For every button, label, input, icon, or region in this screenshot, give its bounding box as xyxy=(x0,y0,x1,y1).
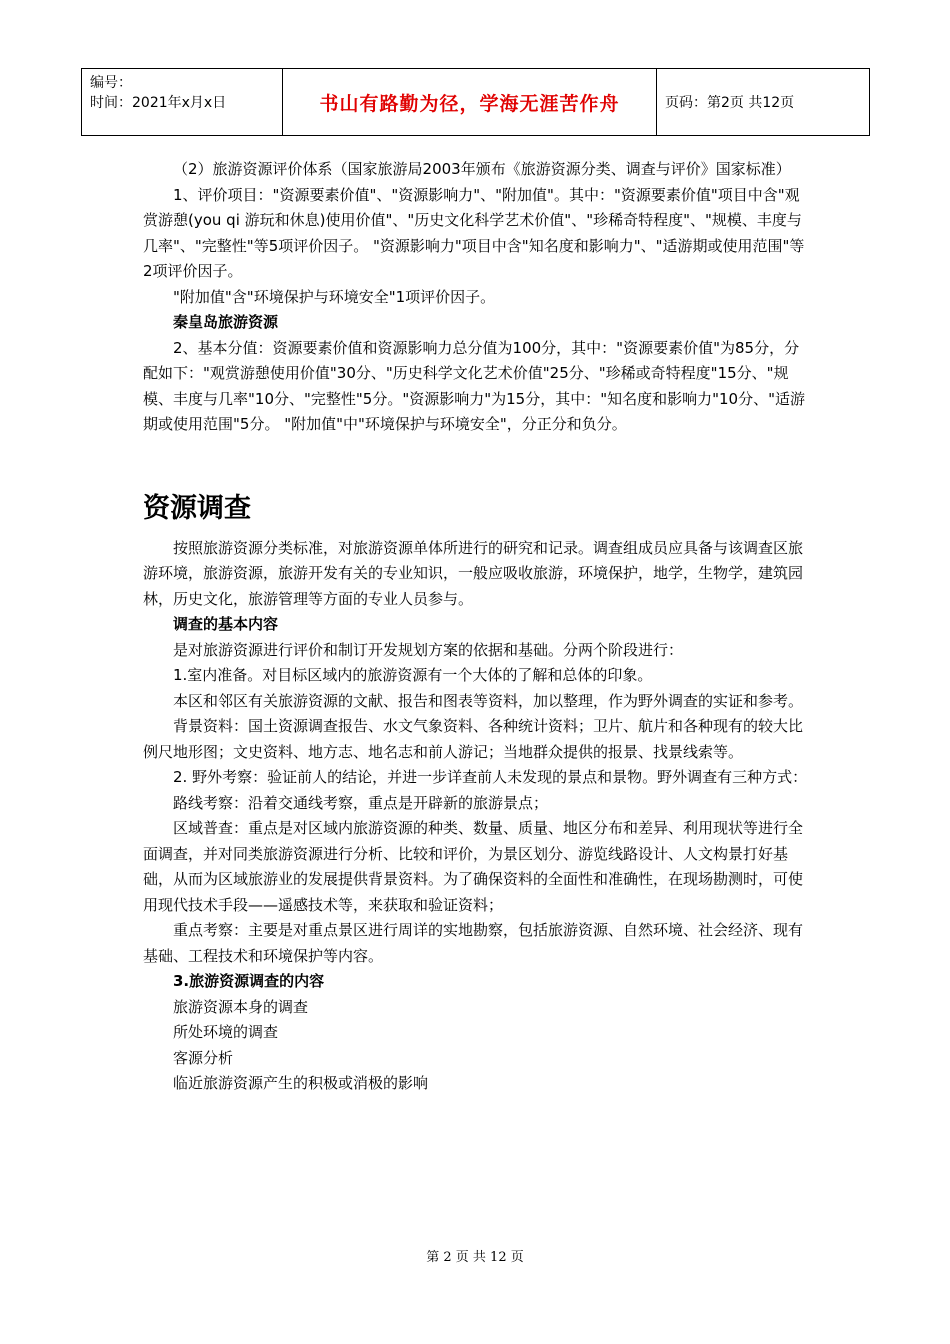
subheading: 秦皇岛旅游资源 xyxy=(173,313,279,331)
paragraph: 本区和邻区有关旅游资源的文献、报告和图表等资料，加以整理，作为野外调查的实证和参考。 xyxy=(173,691,804,710)
paragraph: 区域普查：重点是对区域内旅游资源的种类、数量、质量、地区分布和差异、利用现状等进行全面调查，并对同类旅游资源进行分析、比较和评价，为景区划分、游览线路设计、人文构景打好基础，从而为区域旅游业的发展提供背景资料。为了确保资料的全面性和准确性，在现场勘测时，可使用现代技术手段——遥感技术等，来获取和验证资料； xyxy=(143,819,804,914)
page-footer: 第 2 页 共 12 页 xyxy=(426,1250,524,1265)
header-info-cell xyxy=(82,69,283,135)
list-item: 临近旅游资源产生的积极或消极的影响 xyxy=(173,1074,429,1092)
paragraph: 重点考察：主要是对重点景区进行周详的实地勘察，包括旅游资源、自然环境、社会经济、现有基础、工程技术和环境保护等内容。 xyxy=(143,921,804,965)
paragraph: （2）旅游资源评价体系（国家旅游局2003年颁布《旅游资源分类、调查与评价》国家标准） xyxy=(173,160,791,178)
paragraph: 2、基本分值：资源要素价值和资源影响力总分值为100分，其中："资源要素价值"为85分，分配如下："观赏游憩使用价值"30分、"历史科学文化艺术价值"25分、"珍稀或奇特程度"15分、"规模、丰度与几率"10分、"完整性"5分。"资源影响力"为15分，其中："知名度和影响力"10分、"适游期或使用范围"5分。 "附加值"中"环境保护与环境安全"，分正分和负分。 xyxy=(143,338,806,433)
subheading: 3.旅游资源调查的内容 xyxy=(173,972,325,990)
time-label: 时间：2021年x月x日 xyxy=(90,95,227,111)
paragraph: 按照旅游资源分类标准，对旅游资源单体所进行的研究和记录。调查组成员应具备与该调查区旅游环境，旅游资源，旅游开发有关的专业知识，一般应吸收旅游，环境保护，地学，生物学，建筑园林，历史文化，旅游管理等方面的专业人员参与。 xyxy=(143,538,804,608)
number-label: 编号： xyxy=(90,75,132,91)
paragraph: 路线考察：沿着交通线考察，重点是开辟新的旅游景点； xyxy=(173,793,549,812)
paragraph: 1.室内准备。对目标区域内的旅游资源有一个大体的了解和总体的印象。 xyxy=(173,666,653,684)
paragraph: 是对旅游资源进行评价和制订开发规划方案的依据和基础。分两个阶段进行： xyxy=(173,640,684,659)
header-motto: 书山有路勤为径，学海无涯苦作舟 xyxy=(283,69,657,135)
list-item: 客源分析 xyxy=(173,1048,234,1067)
subheading: 调查的基本内容 xyxy=(173,615,279,633)
paragraph: 背景资料：国土资源调查报告、水文气象资料、各种统计资料；卫片、航片和各种现有的较大比例尺地形图；文史资料、地方志、地名志和前人游记；当地群众提供的报景、找景线索等。 xyxy=(143,717,804,761)
paragraph: 2. 野外考察：验证前人的结论，并进一步详查前人未发现的景点和景物。野外调查有三种方式： xyxy=(173,768,808,786)
list-item: 所处环境的调查 xyxy=(173,1023,279,1041)
document-body xyxy=(143,157,808,1097)
paragraph: 1、评价项目："资源要素价值"、"资源影响力"、"附加值"。其中："资源要素价值"项目中含"观赏游憩(you qi 游玩和休息)使用价值"、"历史文化科学艺术价值"、"珍稀奇特程度"、"规模、丰度与几率"、"完整性"等5项评价因子。 "资源影响力"项目中含"知名度和影响力"、"适游期或使用范围"等2项评价因子。 xyxy=(143,185,805,280)
paragraph: "附加值"含"环境保护与环境安全"1项评价因子。 xyxy=(173,287,496,306)
section-heading: 资源调查 xyxy=(143,492,251,524)
list-item: 旅游资源本身的调查 xyxy=(173,997,309,1016)
header-page-label: 页码：第2页 共12页 xyxy=(665,95,795,111)
page-header xyxy=(81,68,870,136)
